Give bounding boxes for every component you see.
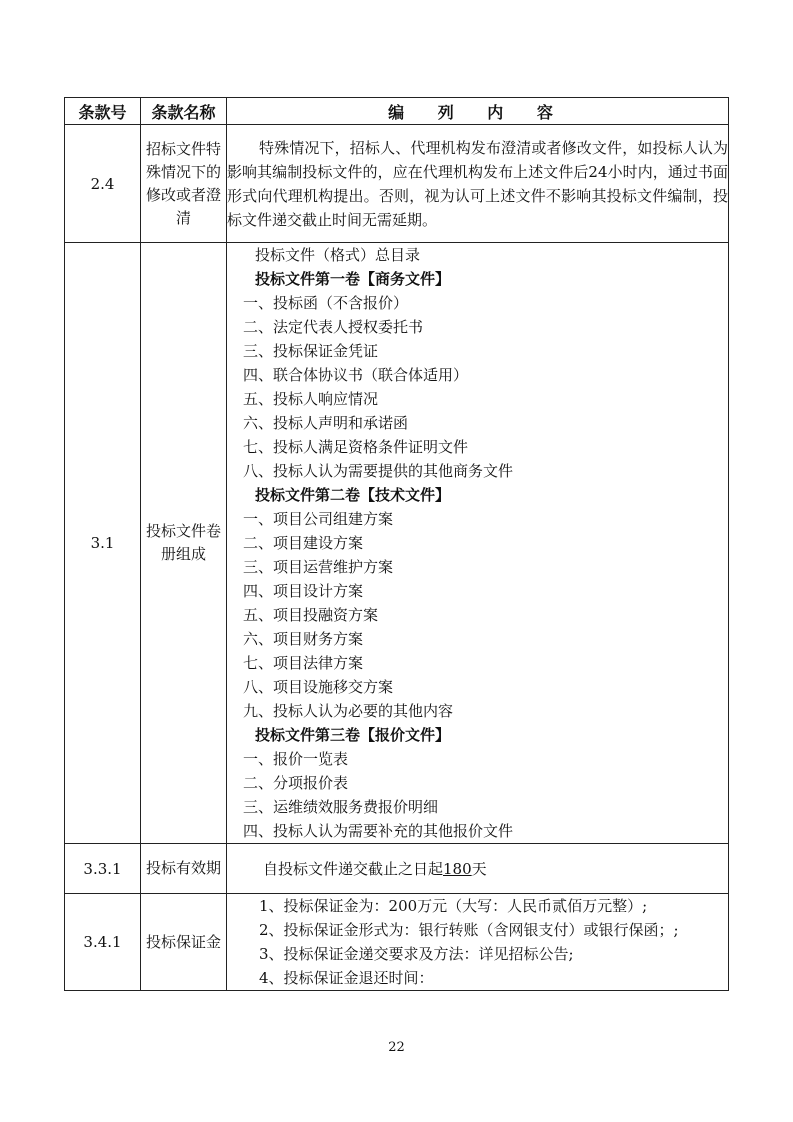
page-number: 22 xyxy=(388,1040,405,1055)
table-row xyxy=(65,844,729,894)
volume-item: 四、投标人认为需要补充的其他报价文件 xyxy=(243,822,514,840)
volume-item: 八、投标人认为需要提供的其他商务文件 xyxy=(243,462,514,480)
deposit-item: 1、投标保证金为：200万元（大写：人民币贰佰万元整）; xyxy=(259,897,648,915)
volume-item: 三、运维绩效服务费报价明细 xyxy=(243,798,439,816)
volume-item: 一、投标函（不含报价） xyxy=(243,294,409,312)
clause-no: 2.4 xyxy=(65,125,141,243)
overall-catalog-title: 投标文件（格式）总目录 xyxy=(255,246,421,264)
validity-text xyxy=(227,857,728,881)
table-row xyxy=(65,125,729,243)
header-content: 编 列 内 容 xyxy=(227,98,729,125)
volume-item: 四、项目设计方案 xyxy=(243,582,364,600)
volume-item: 一、项目公司组建方案 xyxy=(243,510,394,528)
volume-item: 三、投标保证金凭证 xyxy=(243,342,379,360)
validity-days: 180 xyxy=(443,859,472,878)
clause-no: 3.4.1 xyxy=(65,894,141,991)
clause-name: 招标文件特殊情况下的修改或者澄清 xyxy=(141,125,227,243)
clause-content xyxy=(227,844,729,894)
volume-title: 投标文件第三卷【报价文件】 xyxy=(255,726,451,744)
volume-item: 五、项目投融资方案 xyxy=(243,606,379,624)
volume-item: 二、分项报价表 xyxy=(243,774,349,792)
deposit-item: 4、投标保证金退还时间： xyxy=(259,969,434,987)
volume-item: 七、投标人满足资格条件证明文件 xyxy=(243,438,469,456)
clause-name: 投标文件卷册组成 xyxy=(141,243,227,844)
clause-no: 3.3.1 xyxy=(65,844,141,894)
volume-item: 六、投标人声明和承诺函 xyxy=(243,414,409,432)
deposit-item: 3、投标保证金递交要求及方法：详见招标公告; xyxy=(259,945,574,963)
clause-content xyxy=(227,243,729,844)
validity-suffix: 天 xyxy=(471,859,487,878)
volume-list xyxy=(227,267,728,843)
volume-item: 三、项目运营维护方案 xyxy=(243,558,394,576)
volume-title: 投标文件第二卷【技术文件】 xyxy=(255,486,451,504)
volume-item: 六、项目财务方案 xyxy=(243,630,364,648)
volume-item: 九、投标人认为必要的其他内容 xyxy=(243,702,454,720)
volume-item: 二、法定代表人授权委托书 xyxy=(243,318,424,336)
clause-name: 投标保证金 xyxy=(141,894,227,991)
clause-no: 3.1 xyxy=(65,243,141,844)
volume-item: 八、项目设施移交方案 xyxy=(243,678,394,696)
clause-name: 投标有效期 xyxy=(141,844,227,894)
table-row xyxy=(65,894,729,991)
clause-paragraph: 特殊情况下，招标人、代理机构发布澄清或者修改文件，如投标人认为影响其编制投标文件的，应在代理机构发布上述文件后24小时内，通过书面形式向代理机构提出。否则，视为认可上述文件不影响其投标文件编制，投标文件递交截止时间无需延期。 xyxy=(227,138,728,229)
deposit-item: 2、投标保证金形式为：银行转账（含网银支付）或银行保函；; xyxy=(259,921,679,939)
clause-content xyxy=(227,894,729,991)
volume-item: 二、项目建设方案 xyxy=(243,534,364,552)
volume-item: 七、项目法律方案 xyxy=(243,654,364,672)
clause-content xyxy=(227,125,729,243)
clause-table xyxy=(64,97,729,991)
volume-title: 投标文件第一卷【商务文件】 xyxy=(255,270,451,288)
volume-item: 一、报价一览表 xyxy=(243,750,349,768)
table-row xyxy=(65,243,729,844)
volume-item: 四、联合体协议书（联合体适用） xyxy=(243,366,469,384)
header-clause-no: 条款号 xyxy=(65,98,141,125)
volume-item: 五、投标人响应情况 xyxy=(243,390,379,408)
table-header-row xyxy=(65,98,729,125)
validity-prefix: 自投标文件递交截止之日起 xyxy=(263,859,444,878)
header-clause-name: 条款名称 xyxy=(141,98,227,125)
